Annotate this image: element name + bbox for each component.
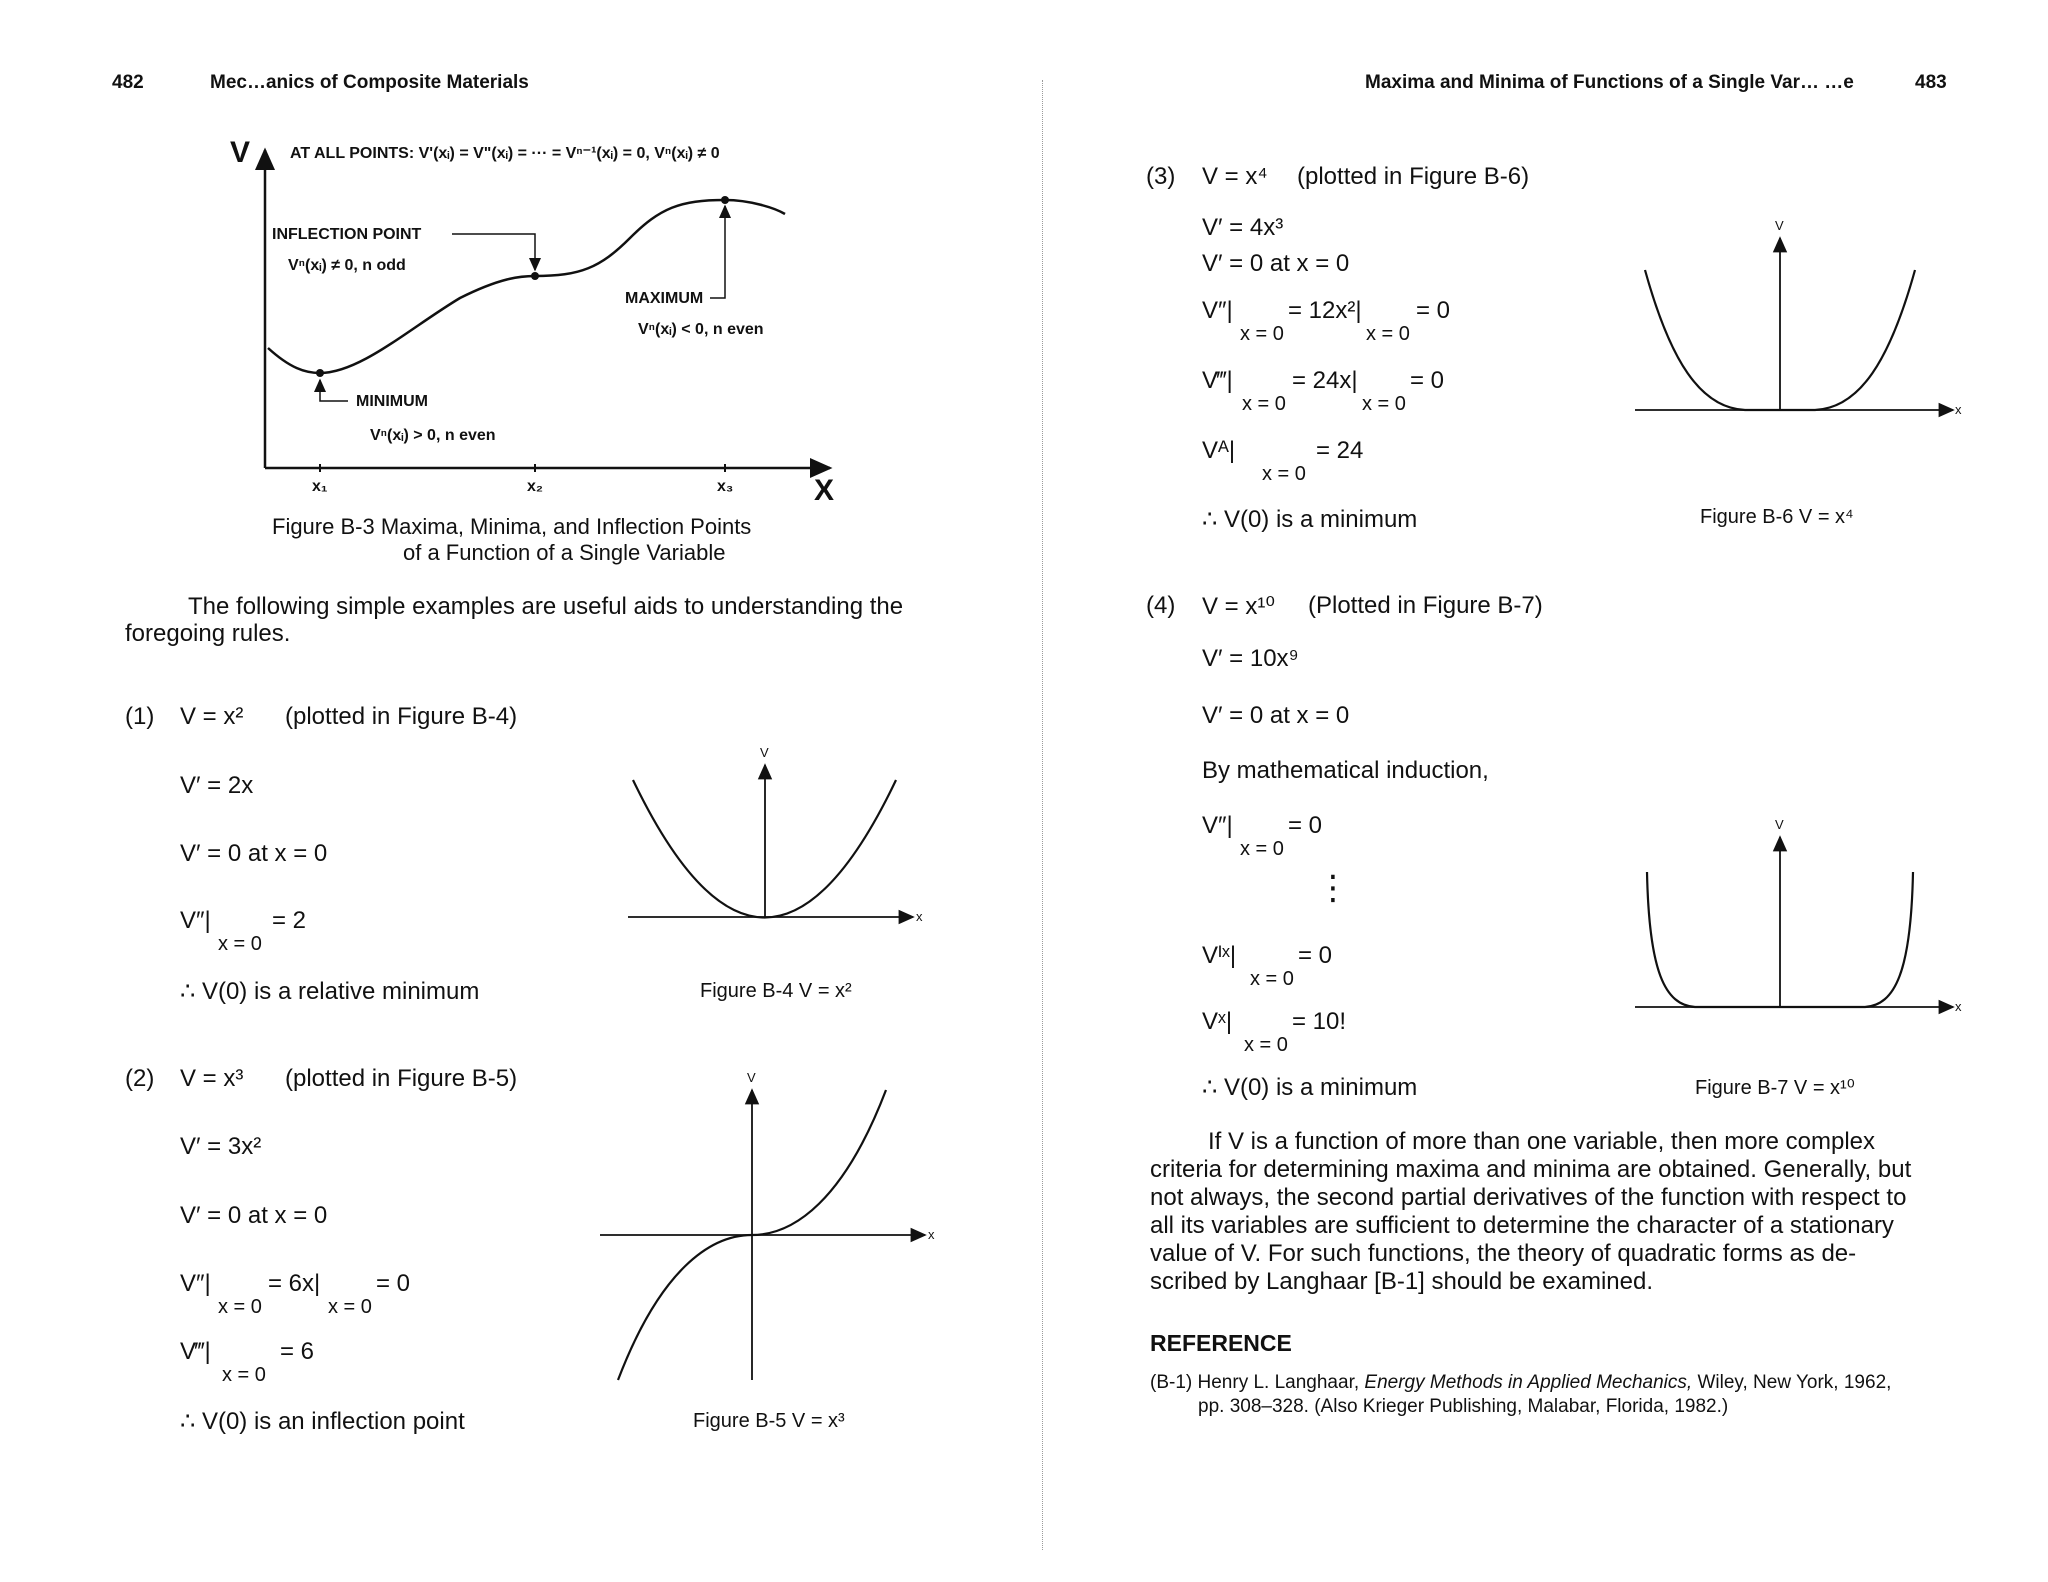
page-number-left: 482 [112,72,144,93]
reference-heading: REFERENCE [1150,1330,1292,1356]
ex4-line6: Vˣ| [1202,1008,1233,1035]
ex4-line4-val: = 0 [1288,812,1323,839]
ex4-line5: Vᴵˣ| [1202,942,1237,969]
ex3-note: (plotted in Figure B-6) [1297,163,1530,190]
figure-b4-caption: Figure B-4 V = x² [700,980,852,1002]
figure-b6-caption: Figure B-6 V = x⁴ [1700,506,1854,528]
b3-v-label: V [230,136,251,169]
b5-x-label: x [928,1227,935,1242]
b3-tick-label-x2: x₂ [527,478,544,495]
b6-x-label: x [1955,402,1962,417]
b3-inflection-point [531,272,539,280]
ex2-line2: V′ = 0 at x = 0 [180,1202,328,1229]
figure-b6 [1635,210,1965,420]
reference-entry-line1 [1150,1372,1891,1394]
ex2-line3-sub: x = 0 [218,1296,262,1318]
reference-publisher: Wiley, New York, 1962, [1697,1372,1892,1393]
running-head-right: Maxima and Minima of Functions of a Single Var… …e [1365,72,1854,93]
b3-tick-label-x1: x₁ [312,478,328,495]
ex4-line5-val: = 0 [1298,942,1333,969]
ex1-line3-sub: x = 0 [218,933,262,955]
ex3-line2: V′ = 0 at x = 0 [1202,250,1350,277]
ex4-conclusion: ∴ V(0) is a minimum [1202,1074,1418,1101]
intro-line1: The following simple examples are useful aids to understanding the [188,593,904,620]
ex3-line3-sub: x = 0 [1240,323,1284,345]
b3-inflection-label: INFLECTION POINT [272,226,422,243]
figure-b5-caption: Figure B-5 V = x³ [693,1410,845,1432]
b3-max-cond: Vⁿ(xᵢ) < 0, n even [638,321,764,338]
paragraph-line: scribed by Langhaar [B-1] should be examined. [1150,1268,1653,1295]
ex2-note: (plotted in Figure B-5) [285,1065,518,1092]
ex2-conclusion: ∴ V(0) is an inflection point [180,1408,465,1435]
figure-b3 [220,128,840,508]
b6-v-label: V [1775,218,1784,233]
ex2-line3-sub2: x = 0 [328,1296,372,1318]
ex3-line5-val: = 24 [1316,437,1364,464]
ex4-line4: V″| [1202,812,1233,839]
ex3-line3: V″| [1202,297,1233,324]
reference-label: (B-1) [1150,1372,1193,1393]
reference-entry-line2: pp. 308–328. (Also Krieger Publishing, Malabar, Florida, 1982.) [1198,1396,1729,1417]
ex4-line4-sub: x = 0 [1240,838,1284,860]
ex1-number: (1) [125,703,155,730]
b4-v-label: V [760,745,769,760]
ex4-line5-sub: x = 0 [1250,968,1294,990]
ex2-equation: V = x³ [180,1065,244,1092]
page-gutter [1042,80,1043,1550]
ex2-line3: V″| [180,1270,211,1297]
figure-b3-caption-line1: Figure B-3 Maxima, Minima, and Inflection Points [272,514,752,539]
b7-v-label: V [1775,817,1784,832]
b3-x-label: X [814,474,835,507]
figure-b4 [628,735,928,935]
paragraph-line: all its variables are sufficient to determine the character of a stationary [1150,1212,1894,1239]
figure-b7 [1635,812,1965,1012]
ex2-number: (2) [125,1065,155,1092]
ex2-line3-val: = 0 [376,1270,411,1297]
ex1-conclusion: ∴ V(0) is a relative minimum [180,978,480,1005]
ex3-line5-sub: x = 0 [1262,463,1306,485]
ex4-dots: ⋮ [1316,869,1350,907]
figure-b7-caption: Figure B-7 V = x¹⁰ [1695,1077,1855,1099]
ex3-line5: Vᴬ| [1202,437,1236,464]
ex2-line4-sub: x = 0 [222,1364,266,1386]
ex3-line4: V‴| [1202,367,1233,394]
ex1-line1: V′ = 2x [180,772,254,799]
ex3-line4-val: = 0 [1410,367,1445,394]
b3-inflection-cond: Vⁿ(xᵢ) ≠ 0, n odd [288,257,406,274]
b7-x-label: x [1955,999,1962,1014]
ex1-equation: V = x² [180,703,244,730]
ex3-line4-sub: x = 0 [1242,393,1286,415]
ex3-number: (3) [1146,163,1176,190]
ex4-line1: V′ = 10x⁹ [1202,645,1299,672]
reference-author: Henry L. Langhaar, [1197,1372,1360,1393]
intro-line2: foregoing rules. [125,620,291,647]
ex3-line4-sub2: x = 0 [1362,393,1406,415]
ex2-line3-mid: = 6x| [268,1270,321,1297]
ex1-line3: V″| [180,907,211,934]
ex2-line4: V‴| [180,1338,211,1365]
ex1-line2: V′ = 0 at x = 0 [180,840,328,867]
ex4-line3: By mathematical induction, [1202,757,1489,784]
running-head-left: Mec…anics of Composite Materials [210,72,529,93]
ex3-line3-val: = 0 [1416,297,1451,324]
b3-condition: AT ALL POINTS: V'(xᵢ) = V"(xᵢ) = ··· = Vⁿ⁻¹(xᵢ) = 0, Vⁿ(xᵢ) ≠ 0 [290,145,720,162]
ex3-line4-mid: = 24x| [1292,367,1358,394]
b3-min-label: MINIMUM [356,393,428,410]
ex3-line3-sub2: x = 0 [1366,323,1410,345]
b3-min-leader [320,380,348,401]
b4-x-label: x [916,909,923,924]
ex4-line6-val: = 10! [1292,1008,1347,1035]
paragraph-line: If V is a function of more than one variable, then more complex [1208,1128,1876,1155]
paragraph-line: not always, the second partial derivatives of the function with respect to [1150,1184,1907,1211]
b3-max-point [721,196,729,204]
closing-paragraph [1150,1128,1955,1296]
ex4-line2: V′ = 0 at x = 0 [1202,702,1350,729]
figure-b3-caption-line2: of a Function of a Single Variable [403,540,726,565]
ex4-equation: V = x¹⁰ [1202,593,1275,620]
ex1-line3-val: = 2 [272,907,307,934]
b3-max-label: MAXIMUM [625,290,704,307]
ex3-line1: V′ = 4x³ [1202,214,1284,241]
b3-tick-label-x3: x₃ [717,478,734,495]
figure-b5 [600,1060,940,1400]
ex3-line3-mid: = 12x²| [1288,297,1362,324]
ex2-line1: V′ = 3x² [180,1133,262,1160]
paragraph-line: criteria for determining maxima and minima are obtained. Generally, but [1150,1156,1912,1183]
b3-min-cond: Vⁿ(xᵢ) > 0, n even [370,427,496,444]
ex4-line6-sub: x = 0 [1244,1034,1288,1056]
page-number-right: 483 [1915,72,1947,93]
ex3-equation: V = x⁴ [1202,163,1268,190]
ex2-line4-val: = 6 [280,1338,315,1365]
ex3-conclusion: ∴ V(0) is a minimum [1202,506,1418,533]
reference-title: Energy Methods in Applied Mechanics, [1364,1372,1693,1393]
b5-v-label: V [747,1070,756,1085]
b3-inflection-leader [452,234,535,270]
ex4-number: (4) [1146,592,1176,619]
b3-max-leader [710,206,725,298]
ex4-note: (Plotted in Figure B-7) [1308,592,1543,619]
b3-min-point [316,369,324,377]
ex1-note: (plotted in Figure B-4) [285,703,518,730]
paragraph-line: value of V. For such functions, the theory of quadratic forms as de- [1150,1240,1857,1267]
